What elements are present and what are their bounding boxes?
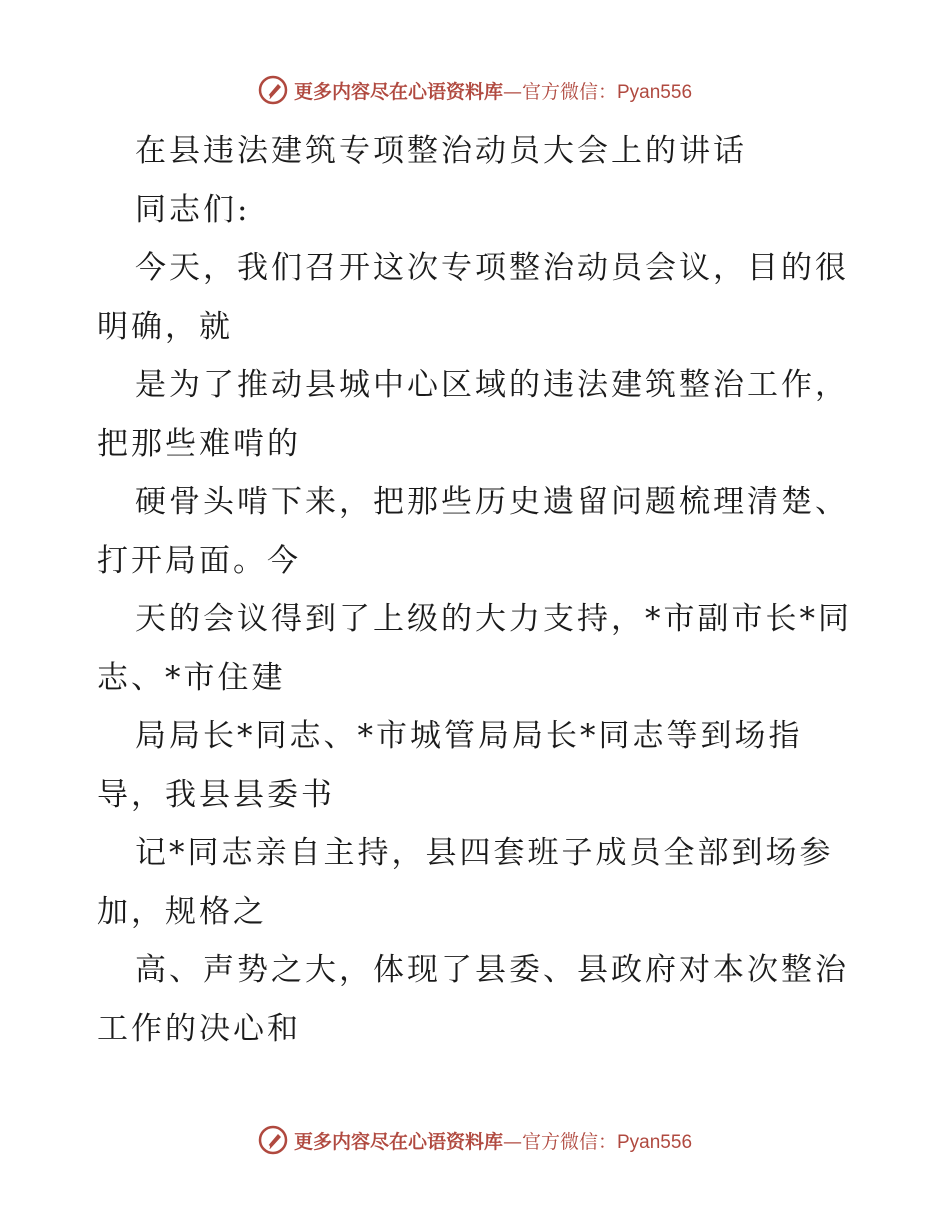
watermark-separator: — xyxy=(502,1130,522,1153)
paragraph-line: 把那些难啃的 xyxy=(97,425,301,462)
paragraph-line: 高、声势之大，体现了县委、县政府对本次整治 xyxy=(135,952,849,988)
paragraph-line: 局局长*同志、*市城管局局长*同志等到场指 xyxy=(135,718,803,754)
paragraph-line: 记*同志亲自主持，县四套班子成员全部到场参 xyxy=(135,835,834,871)
watermark-separator: — xyxy=(502,80,522,103)
paragraph-line: 天的会议得到了上级的大力支持，*市副市长*同 xyxy=(135,601,852,637)
paragraph-line: 是为了推动县城中心区域的违法建筑整治工作， xyxy=(135,367,849,403)
paragraph-line: 加，规格之 xyxy=(97,893,267,930)
quill-pen-circle-icon xyxy=(258,75,288,105)
paragraph-line: 导，我县县委书 xyxy=(97,776,335,813)
paragraph-line: 打开局面。今 xyxy=(97,542,301,579)
salutation: 同志们: xyxy=(135,191,251,228)
paragraph-line: 志、*市住建 xyxy=(97,659,286,696)
watermark-account: Pyan556 xyxy=(617,1131,693,1153)
quill-pen-circle-icon xyxy=(258,1125,288,1155)
document-title: 在县违法建筑专项整治动员大会上的讲话 xyxy=(135,133,747,169)
footer-watermark xyxy=(0,1120,950,1160)
watermark-text xyxy=(294,1127,692,1154)
paragraph-line: 明确，就 xyxy=(97,308,233,345)
header-watermark xyxy=(0,70,950,110)
paragraph-line: 硬骨头啃下来，把那些历史遗留问题梳理清楚、 xyxy=(135,484,849,520)
watermark-account: Pyan556 xyxy=(617,81,693,103)
paragraph-line: 今天，我们召开这次专项整治动员会议，目的很 xyxy=(135,250,849,286)
document-body xyxy=(97,122,877,1058)
watermark-brand: 更多内容尽在心语资料库 xyxy=(293,1130,503,1153)
paragraph-line: 工作的决心和 xyxy=(97,1010,301,1047)
watermark-brand: 更多内容尽在心语资料库 xyxy=(293,80,503,103)
watermark-channel: 官方微信： xyxy=(521,80,617,103)
watermark-channel: 官方微信： xyxy=(521,1130,617,1153)
watermark-text xyxy=(294,77,692,104)
